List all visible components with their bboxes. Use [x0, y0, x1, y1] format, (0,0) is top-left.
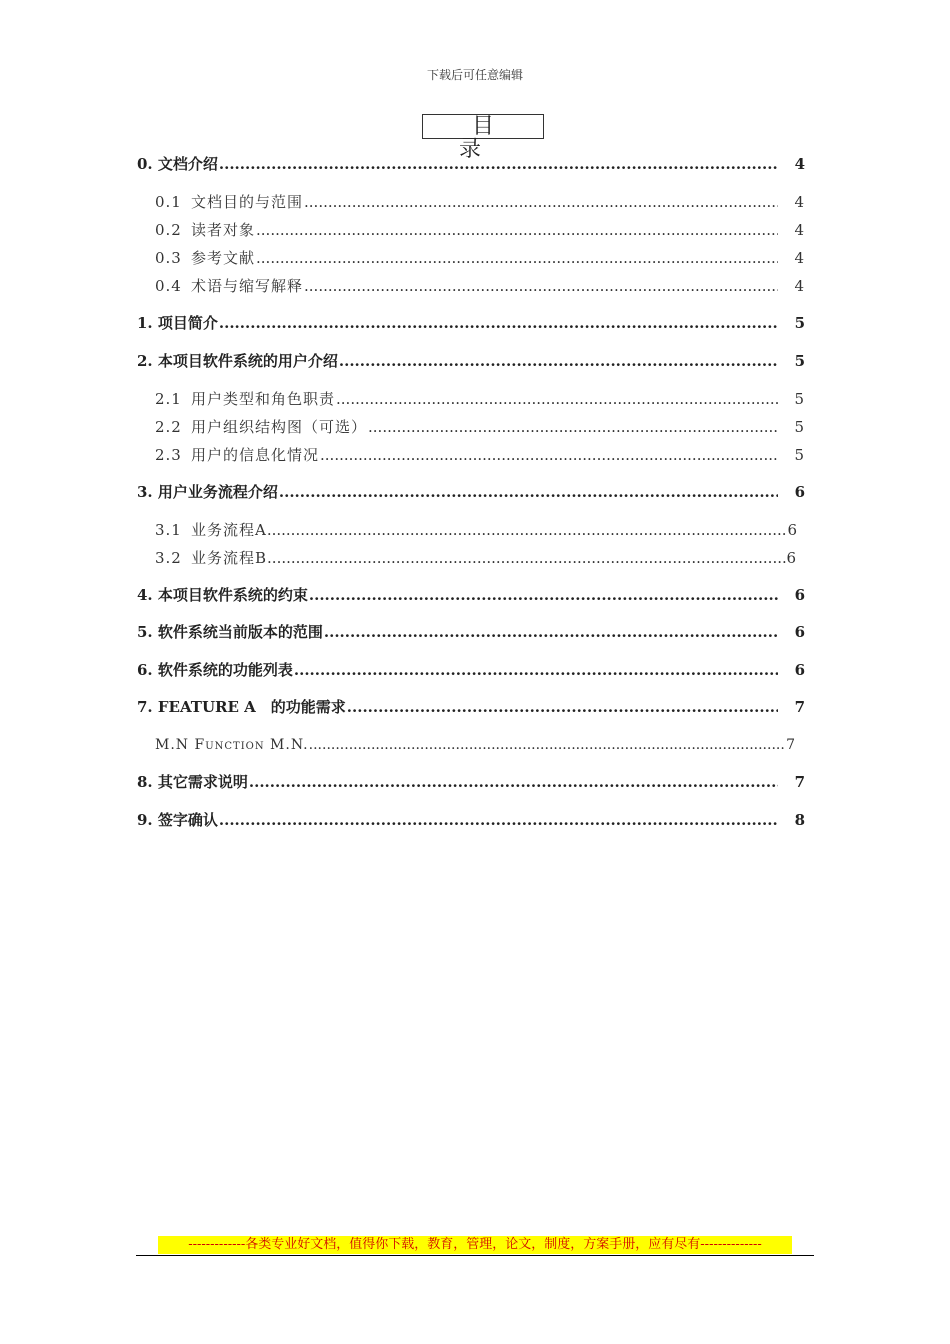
- toc-entry-number: 2.3: [155, 446, 182, 464]
- toc-entry-7-mn[interactable]: [155, 734, 796, 756]
- toc-entry-label: 读者对象: [191, 221, 256, 239]
- toc-entry-label: 术语与缩写解释: [191, 277, 304, 295]
- toc-entry-label: 1. 项目简介: [137, 314, 218, 332]
- toc-entry-page: 5: [794, 418, 805, 436]
- toc-entry-label: 4. 本项目软件系统的约束: [137, 586, 308, 604]
- header-note: 下载后可任意编辑: [426, 68, 523, 82]
- toc-entry-page: 6: [794, 623, 805, 641]
- toc-entry-label: 用户组织结构图（可选）: [191, 418, 368, 436]
- leader-dots: [294, 659, 778, 681]
- toc-entry-label: 0. 文档介绍: [137, 155, 218, 173]
- leader-dots: [309, 584, 778, 606]
- toc-title: 目 录: [422, 114, 544, 139]
- toc-entry-page: 4: [794, 277, 805, 295]
- toc-entry-page: 6: [794, 483, 805, 501]
- leader-dots: [249, 771, 778, 793]
- leader-dots: [219, 153, 778, 175]
- toc-entry-0-3[interactable]: [155, 247, 805, 269]
- toc-entry-label: 文档目的与范围: [191, 193, 304, 211]
- toc-entry-page: 6: [794, 586, 805, 604]
- toc-entry-page: 5: [794, 390, 805, 408]
- leader-dots: [324, 621, 778, 643]
- toc-entry-number: 0.4: [155, 277, 182, 295]
- toc-entry-number: 3.1: [155, 521, 182, 539]
- toc-entry-label: 业务流程B: [191, 549, 268, 567]
- footer-banner: -------------各类专业好文档，值得你下载，教育，管理，论文，制度，方案手册，应有尽有--------------: [158, 1236, 792, 1254]
- toc-entry-0-2[interactable]: [155, 219, 805, 241]
- leader-dots: [267, 519, 788, 541]
- toc-entry-3-1[interactable]: [155, 519, 798, 541]
- toc-entry-page: 5: [794, 314, 805, 332]
- toc-entry-page: 4: [794, 221, 805, 239]
- toc-entry-2-2[interactable]: [155, 416, 805, 438]
- toc-entry-page: 5: [794, 446, 805, 464]
- toc-entry-page: 4: [794, 249, 805, 267]
- toc-entry-page: 7: [794, 773, 805, 791]
- toc-entry-page: 6: [787, 521, 798, 539]
- toc-entry-page: 7: [794, 698, 805, 716]
- toc-entry-label: 7. FEATURE A 的功能需求: [137, 698, 346, 716]
- toc-entry-label: 业务流程A: [191, 521, 267, 539]
- toc-entry-0-4[interactable]: [155, 275, 805, 297]
- toc-entry-2[interactable]: [137, 350, 805, 372]
- toc-entry-9[interactable]: [137, 809, 805, 831]
- toc-entry-label: M.N Function M.N.: [155, 737, 309, 753]
- leader-dots: [304, 191, 778, 213]
- leader-dots: [219, 312, 778, 334]
- leader-dots: [304, 275, 778, 297]
- leader-dots: [279, 481, 778, 503]
- leader-dots: [256, 247, 778, 269]
- toc-entry-page: 7: [786, 737, 796, 753]
- toc-entry-6[interactable]: [137, 659, 805, 681]
- toc-entry-4[interactable]: [137, 584, 805, 606]
- toc-entry-page: 4: [794, 155, 805, 173]
- leader-dots: [347, 696, 778, 718]
- toc-entry-label: 5. 软件系统当前版本的范围: [137, 623, 323, 641]
- toc-entry-2-1[interactable]: [155, 388, 805, 410]
- toc-entry-5[interactable]: [137, 621, 805, 643]
- toc-entry-7[interactable]: [137, 696, 805, 718]
- toc-entry-number: 0.1: [155, 193, 182, 211]
- toc-entry-2-3[interactable]: [155, 444, 805, 466]
- toc-entry-number: 2.1: [155, 390, 182, 408]
- toc-entry-0-1[interactable]: [155, 191, 805, 213]
- toc-entry-number: 2.2: [155, 418, 182, 436]
- leader-dots: [339, 350, 778, 372]
- footer-divider: [136, 1255, 814, 1256]
- toc-entry-label: 8. 其它需求说明: [137, 773, 248, 791]
- toc-entry-number: 3.2: [155, 549, 182, 567]
- toc-entry-8[interactable]: [137, 771, 805, 793]
- toc-entry-label: 用户的信息化情况: [191, 446, 320, 464]
- toc-entry-label: 2. 本项目软件系统的用户介绍: [137, 352, 338, 370]
- toc-entry-1[interactable]: [137, 312, 805, 334]
- leader-dots: [256, 219, 778, 241]
- toc-entry-3[interactable]: [137, 481, 805, 503]
- leader-dots: [320, 444, 778, 466]
- toc-entry-label: 6. 软件系统的功能列表: [137, 661, 293, 679]
- toc-entry-label: 3. 用户业务流程介绍: [137, 483, 278, 501]
- toc-entry-0[interactable]: [137, 153, 805, 175]
- toc-entry-number: 0.2: [155, 221, 182, 239]
- toc-entry-page: 6: [786, 549, 797, 567]
- toc-entry-3-2[interactable]: [155, 547, 797, 569]
- leader-dots: [219, 809, 778, 831]
- toc-entry-page: 4: [794, 193, 805, 211]
- toc-entry-page: 8: [794, 811, 805, 829]
- leader-dots: [267, 547, 786, 569]
- toc-entry-label: 9. 签字确认: [137, 811, 218, 829]
- leader-dots: [309, 734, 786, 756]
- leader-dots: [336, 388, 778, 410]
- toc-entry-label: 用户类型和角色职责: [191, 390, 336, 408]
- toc-entry-page: 5: [794, 352, 805, 370]
- toc-entry-number: 0.3: [155, 249, 182, 267]
- toc-entry-label: 参考文献: [191, 249, 256, 267]
- leader-dots: [368, 416, 778, 438]
- toc-entry-page: 6: [794, 661, 805, 679]
